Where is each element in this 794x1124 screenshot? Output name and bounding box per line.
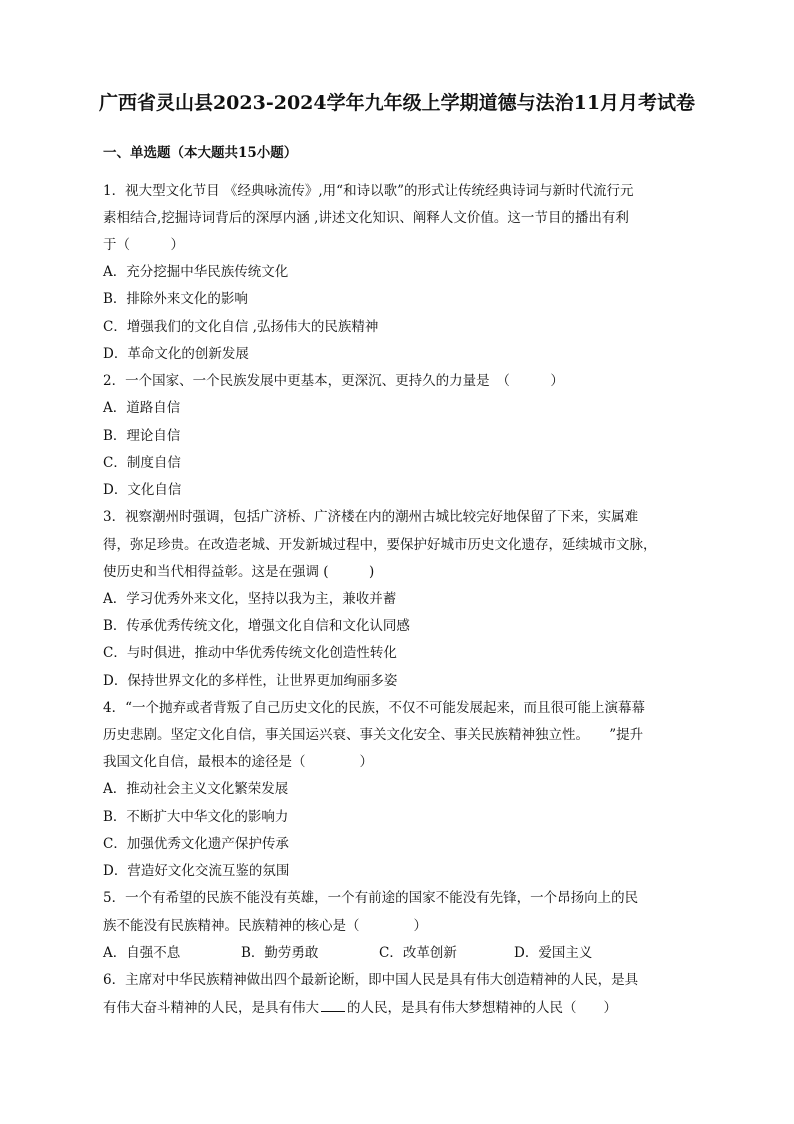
- question-2-option-b: B．理论自信: [103, 428, 181, 444]
- question-3-option-d: D．保持世界文化的多样性，让世界更加绚丽多姿: [103, 673, 398, 689]
- question-4-option-b: B．不断扩大中华文化的影响力: [103, 809, 289, 825]
- answer-blank: [321, 997, 345, 1012]
- question-2-option-c: C．制度自信: [103, 455, 181, 471]
- question-5-option-d: D．爱国主义: [514, 945, 593, 961]
- question-3-option-a: A．学习优秀外来文化，坚持以我为主，兼收并蓄: [103, 591, 397, 607]
- question-1-line-2: 素相结合,挖掘诗词背后的深厚内涵 ,讲述文化知识、阐释人文价值。这一节目的播出有利: [103, 210, 629, 226]
- question-2-line-1: 2．一个国家、一个民族发展中更基本，更深沉、更持久的力量是 （ ）: [103, 373, 564, 389]
- question-2-option-d: D．文化自信: [103, 482, 182, 498]
- question-5-option-b: B．勤劳勇敢: [241, 945, 319, 961]
- question-1-option-b: B．排除外来文化的影响: [103, 291, 248, 307]
- question-4-line-2: 历史悲剧。坚定文化自信，事关国运兴衰、事关文化安全、事关民族精神独立性。 ”提升: [103, 727, 644, 743]
- question-4-line-1: 4．“一个抛弃或者背叛了自己历史文化的民族，不仅不可能发展起来，而且很可能上演幕幕: [103, 700, 645, 716]
- question-6-line-2-start: 有伟大奋斗精神的人民，是具有伟大: [103, 1000, 319, 1016]
- question-3-line-1: 3．视察潮州时强调，包括广济桥、广济楼在内的潮州古城比较完好地保留了下来，实属难: [103, 509, 639, 525]
- question-3-line-2: 得，弥足珍贵。在改造老城、开发新城过程中，要保护好城市历史文化遗存，延续城市文脉，: [103, 537, 657, 553]
- question-5-options: [103, 943, 703, 963]
- question-1-option-c: C．增强我们的文化自信 ,弘扬伟大的民族精神: [103, 319, 379, 335]
- question-3-line-3: 使历史和当代相得益彰。这是在强调 ( ): [103, 564, 375, 580]
- question-3-option-b: B．传承优秀传统文化，增强文化自信和文化认同感: [103, 618, 410, 634]
- question-1-option-a: A．充分挖掘中华民族传统文化: [103, 264, 289, 280]
- question-2-option-a: A．道路自信: [103, 400, 181, 416]
- question-1-option-d: D．革命文化的创新发展: [103, 346, 249, 362]
- question-6-line-1: 6．主席对中华民族精神做出四个最新论断，即中国人民是具有伟大创造精神的人民，是具: [103, 972, 639, 988]
- section-heading: 一、单选题（本大题共15小题）: [103, 145, 298, 161]
- question-5-line-2: 族不能没有民族精神。民族精神的核心是（ ）: [103, 918, 427, 934]
- question-6-line-2: [103, 997, 617, 1018]
- question-4-option-d: D．营造好文化交流互鉴的氛围: [103, 863, 290, 879]
- question-1-line-1: 1．视大型文化节目 《经典咏流传》,用“和诗以歌”的形式让传统经典诗词与新时代流行元: [103, 183, 634, 199]
- question-5-option-c: C．改革创新: [379, 945, 457, 961]
- question-4-option-a: A．推动社会主义文化繁荣发展: [103, 781, 289, 797]
- question-4-line-3: 我国文化自信，最根本的途径是（ ）: [103, 754, 373, 770]
- question-3-option-c: C．与时俱进，推动中华优秀传统文化创造性转化: [103, 645, 397, 661]
- question-4-option-c: C．加强优秀文化遗产保护传承: [103, 836, 289, 852]
- exam-title: 广西省灵山县2023-2024学年九年级上学期道德与法治11月月考试卷: [98, 92, 696, 114]
- question-5-line-1: 5．一个有希望的民族不能没有英雄，一个有前途的国家不能没有先锋，一个昂扬向上的民: [103, 890, 639, 906]
- question-5-option-a: A．自强不息: [103, 945, 181, 961]
- question-6-line-2-end: 的人民，是具有伟大梦想精神的人民（ ）: [347, 1000, 617, 1016]
- question-1-line-3: 于（ ）: [103, 237, 184, 253]
